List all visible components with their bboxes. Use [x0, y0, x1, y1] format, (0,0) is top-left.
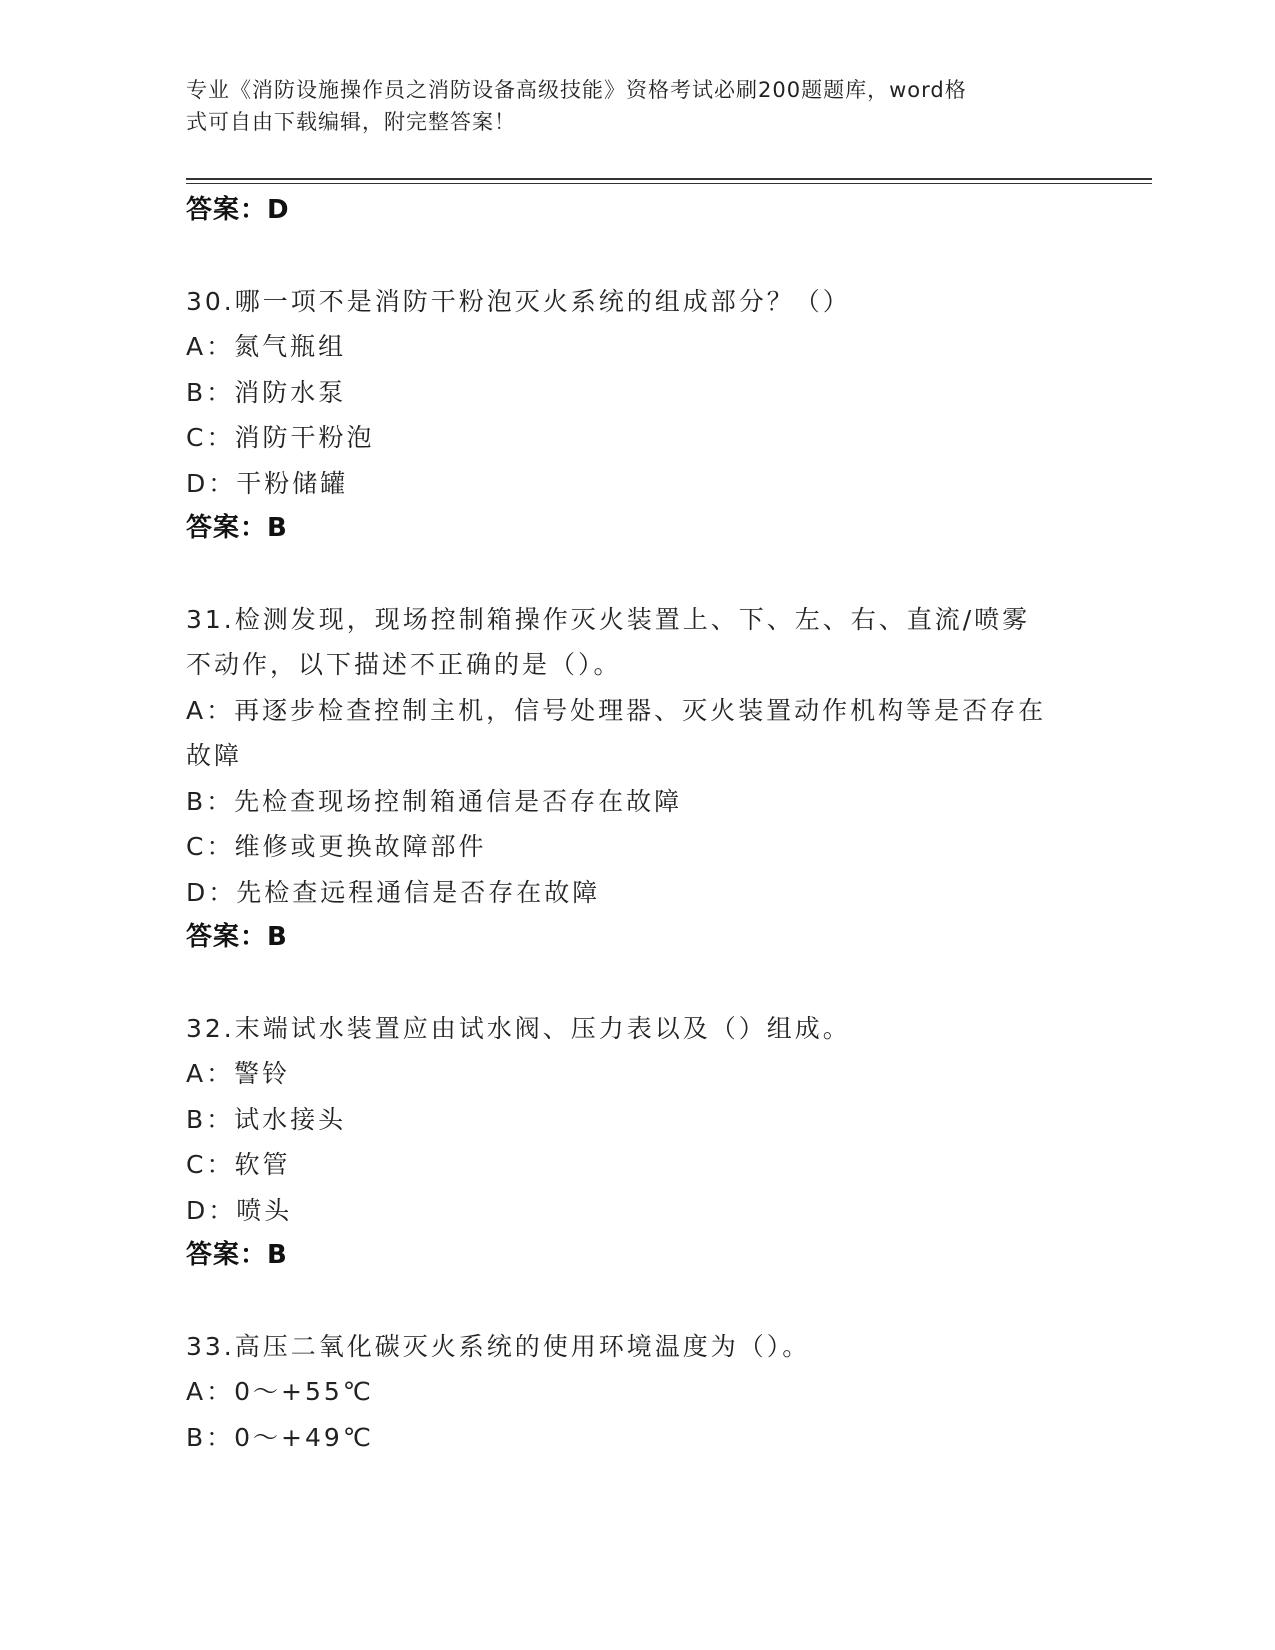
answer: 答案：B: [186, 1240, 288, 1270]
option-a-line-1: A：再逐步检查控制主机，信号处理器、灭火装置动作机构等是否存在: [186, 695, 1047, 725]
option-b: B：试水接头: [186, 1104, 347, 1134]
spacer: [186, 234, 1086, 279]
document-header: [186, 74, 1066, 138]
option-d: D：干粉储罐: [186, 468, 349, 498]
header-line-1: 专业《消防设施操作员之消防设备高级技能》资格考试必刷200题题库，word格: [186, 78, 967, 102]
question-31: [186, 597, 1086, 961]
option-a-line-2: 故障: [186, 741, 243, 770]
header-rule-thick: [186, 178, 1152, 180]
question-30: [186, 279, 1086, 552]
question-stem-line-2: 不动作，以下描述不正确的是（）。: [186, 650, 622, 679]
previous-answer: 答案：D: [186, 195, 290, 225]
spacer: [186, 961, 1086, 1006]
option-b: B：先检查现场控制箱通信是否存在故障: [186, 786, 683, 816]
option-d: D：喷头: [186, 1195, 293, 1225]
spacer: [186, 1279, 1086, 1324]
question-stem-line-1: 31.检测发现，现场控制箱操作灭火装置上、下、左、右、直流/喷雾: [186, 604, 1031, 634]
option-c: C：维修或更换故障部件: [186, 832, 487, 861]
option-c: C：消防干粉泡: [186, 423, 375, 452]
question-33: [186, 1324, 1086, 1461]
option-a: A：0～+55℃: [186, 1377, 374, 1406]
question-list: [186, 188, 1086, 1460]
option-a: A：氮气瓶组: [186, 332, 347, 361]
option-b: B：0～+49℃: [186, 1422, 374, 1452]
question-32: [186, 1006, 1086, 1279]
spacer: [186, 552, 1086, 597]
option-d: D：先检查远程通信是否存在故障: [186, 877, 601, 907]
answer: 答案：B: [186, 922, 288, 952]
question-stem: 30.哪一项不是消防干粉泡灭火系统的组成部分？（）: [186, 286, 851, 316]
question-stem: 32.末端试水装置应由试水阀、压力表以及（）组成。: [186, 1013, 851, 1043]
option-b: B：消防水泵: [186, 377, 347, 407]
header-line-2: 式可自由下载编辑，附完整答案！: [186, 110, 516, 134]
header-rule-thin: [186, 183, 1152, 184]
option-a: A：警铃: [186, 1059, 291, 1088]
answer: 答案：B: [186, 513, 288, 543]
option-c: C：软管: [186, 1150, 291, 1179]
question-stem: 33.高压二氧化碳灭火系统的使用环境温度为（）。: [186, 1331, 811, 1361]
